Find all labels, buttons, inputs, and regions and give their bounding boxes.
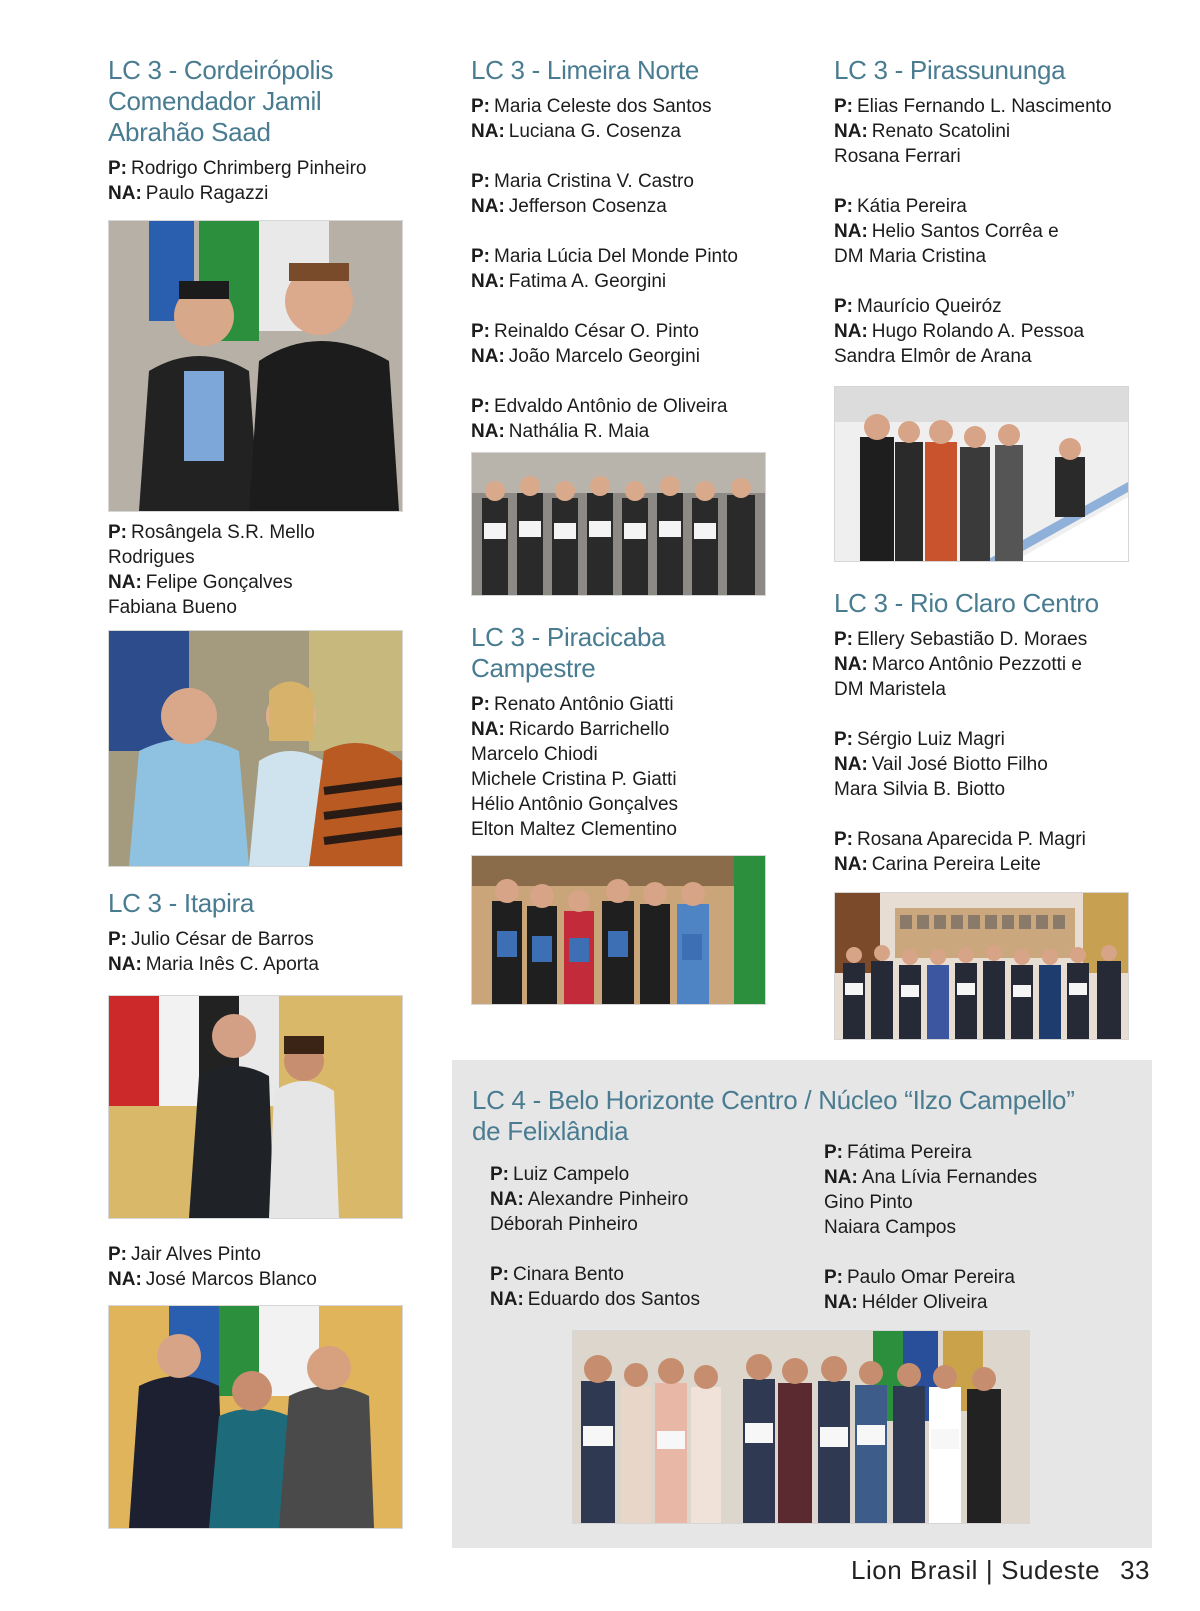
member-entry: P: Jair Alves Pinto NA: José Marcos Blanco xyxy=(108,1244,317,1290)
photo-scene xyxy=(573,1331,1029,1523)
footer-brand: Lion Brasil xyxy=(851,1555,978,1585)
section-title-cordeiropolis: LC 3 - Cordeirópolis Comendador Jamil Abrahão Saad xyxy=(108,55,334,147)
footer-region: Sudeste xyxy=(1001,1555,1101,1585)
member-entry: P: Rosângela S.R. Mello Rodrigues NA: Felipe Gonçalves Fabiana Bueno xyxy=(108,522,315,618)
photo-scene xyxy=(109,1306,402,1528)
member-entry: P: Reinaldo César O. Pinto NA: João Marcelo Georgini xyxy=(471,321,700,367)
member-entry: P: Maurício Queiróz NA: Hugo Rolando A. Pessoa Sandra Elmôr de Arana xyxy=(834,296,1085,367)
member-entry: P: Paulo Omar Pereira NA: Hélder Oliveira xyxy=(824,1267,1015,1313)
photo-scene xyxy=(109,996,402,1218)
photo-pirassununga-group xyxy=(834,386,1129,562)
photo-piracicaba-group xyxy=(471,855,766,1005)
member-entry: P: Ellery Sebastião D. Moraes NA: Marco Antônio Pezzotti e DM Maristela xyxy=(834,629,1088,700)
member-entry: P: Cinara Bento NA: Eduardo dos Santos xyxy=(490,1264,700,1310)
member-entry: P: Elias Fernando L. Nascimento NA: Renato Scatolini Rosana Ferrari xyxy=(834,96,1112,167)
section-title-pirassununga: LC 3 - Pirassununga xyxy=(834,55,1066,85)
member-entry: P: Renato Antônio Giatti NA: Ricardo Barrichello Marcelo Chiodi Michele Cristina P. Giatti Hélio Antônio Gonçalves Elton Maltez Clementino xyxy=(471,694,679,840)
column-3-rio-claro xyxy=(834,588,1134,902)
page-number: 33 xyxy=(1120,1555,1150,1585)
section-title-itapira: LC 3 - Itapira xyxy=(108,888,255,918)
photo-pin-ceremony-1 xyxy=(108,220,403,512)
member-entry: P: Rosana Aparecida P. Magri NA: Carina Pereira Leite xyxy=(834,829,1086,875)
member-entry: P: Kátia Pereira NA: Helio Santos Corrêa e DM Maria Cristina xyxy=(834,196,1059,267)
column-1-entry-2 xyxy=(108,520,408,645)
photo-pin-ceremony-2 xyxy=(108,630,403,867)
column-3 xyxy=(834,55,1134,394)
section-title-rio-claro-centro: LC 3 - Rio Claro Centro xyxy=(834,588,1099,618)
featured-section-box xyxy=(452,1060,1152,1548)
photo-limeira-group xyxy=(471,452,766,596)
member-entry: P: Rodrigo Chrimberg Pinheiro NA: Paulo Ragazzi xyxy=(108,158,367,204)
member-entry: P: Maria Celeste dos Santos NA: Luciana G. Cosenza xyxy=(471,96,712,142)
photo-scene xyxy=(109,631,402,866)
column-1-itapira xyxy=(108,888,408,1002)
footer-separator: | xyxy=(985,1555,994,1585)
box-left-column xyxy=(490,1162,700,1337)
photo-scene xyxy=(835,387,1128,561)
member-entry: P: Maria Cristina V. Castro NA: Jefferson Cosenza xyxy=(471,171,694,217)
photo-scene xyxy=(472,856,765,1004)
member-entry: P: Luiz Campelo NA: Alexandre Pinheiro Déborah Pinheiro xyxy=(490,1164,689,1235)
member-entry: P: Maria Lúcia Del Monde Pinto NA: Fatima A. Georgini xyxy=(471,246,738,292)
member-entry: P: Edvaldo Antônio de Oliveira NA: Nathália R. Maia xyxy=(471,396,728,442)
box-right-column xyxy=(824,1140,1037,1340)
photo-itapira-couple xyxy=(108,995,403,1219)
photo-belo-horizonte-group xyxy=(572,1330,1030,1524)
page-footer xyxy=(851,1555,1150,1586)
column-2 xyxy=(471,55,771,469)
section-title-belo-horizonte: LC 4 - Belo Horizonte Centro / Núcleo “Ilzo Campello” de Felixlândia xyxy=(472,1085,1075,1146)
photo-rio-claro-group xyxy=(834,892,1129,1040)
column-2-piracicaba xyxy=(471,622,771,867)
photo-scene xyxy=(472,453,765,595)
member-entry: P: Julio César de Barros NA: Maria Inês C. Aporta xyxy=(108,929,319,975)
section-title-piracicaba-campestre: LC 3 - Piracicaba Campestre xyxy=(471,622,666,683)
photo-scene xyxy=(835,893,1128,1039)
column-1 xyxy=(108,55,408,231)
photo-itapira-group xyxy=(108,1305,403,1529)
section-title-limeira-norte: LC 3 - Limeira Norte xyxy=(471,55,700,85)
member-entry: P: Sérgio Luiz Magri NA: Vail José Biotto Filho Mara Silvia B. Biotto xyxy=(834,729,1048,800)
member-entry: P: Fátima Pereira NA: Ana Lívia Fernandes Gino Pinto Naiara Campos xyxy=(824,1142,1038,1238)
photo-scene xyxy=(109,221,402,511)
